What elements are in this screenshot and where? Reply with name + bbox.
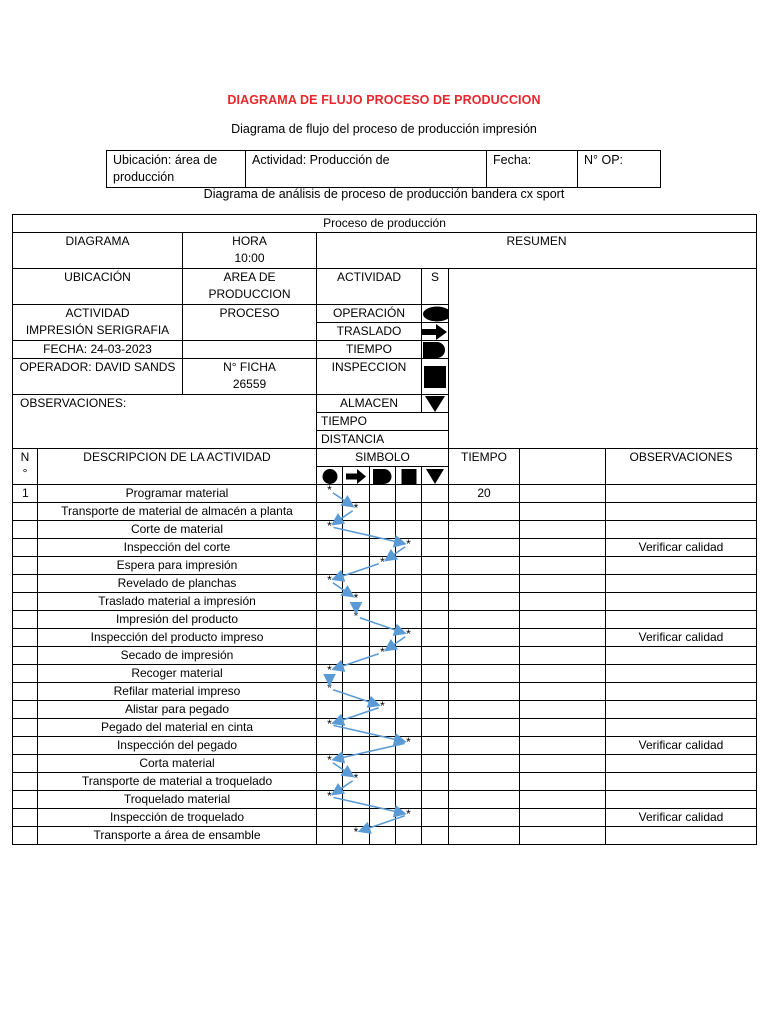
- symbol-cell: [370, 575, 396, 593]
- flow-marker: *: [327, 484, 332, 497]
- col-descripcion-header: DESCRIPCION DE LA ACTIVIDAD: [38, 449, 317, 485]
- table-row: [13, 719, 757, 737]
- symbol-cell: [396, 809, 422, 827]
- symbol-cell: [422, 539, 449, 557]
- row-observaciones: [606, 827, 757, 845]
- row-extra: [520, 629, 606, 647]
- table-row: [13, 539, 757, 557]
- flow-marker: *: [406, 808, 411, 821]
- symbol-cell: [422, 827, 449, 845]
- table-row: [13, 683, 757, 701]
- row-observaciones: [606, 719, 757, 737]
- row-description: Inspección del producto impreso: [38, 629, 317, 647]
- row-extra: [520, 575, 606, 593]
- row-observaciones: Verificar calidad: [606, 809, 757, 827]
- symbol-cell: [396, 701, 422, 719]
- row-tiempo: [449, 593, 520, 611]
- row-description: Transporte de material a troquelado: [38, 773, 317, 791]
- fecha-label: FECHA: 24-03-2023: [13, 341, 183, 359]
- flow-marker: *: [406, 736, 411, 749]
- symbol-cell: [317, 521, 343, 539]
- row-observaciones: [606, 683, 757, 701]
- symbol-cell: [422, 629, 449, 647]
- row-number: [13, 827, 38, 845]
- symbol-cell: [422, 755, 449, 773]
- ficha-cell: N° FICHA 26559: [183, 359, 317, 395]
- actividad-label: ACTIVIDAD: [317, 269, 422, 305]
- row-number: [13, 629, 38, 647]
- flow-marker: *: [353, 502, 359, 515]
- col-observaciones-header: OBSERVACIONES: [606, 449, 757, 485]
- symbol-cell: [343, 611, 370, 629]
- info-table: [106, 150, 661, 188]
- table-row: [13, 737, 757, 755]
- row-description: Inspección del pegado: [38, 737, 317, 755]
- symbol-cell: [317, 575, 343, 593]
- row-observaciones: [606, 485, 757, 503]
- symbol-cell: [343, 665, 370, 683]
- flow-marker: *: [327, 790, 332, 803]
- arrow-right-icon: [422, 324, 448, 340]
- square-icon: [422, 364, 448, 390]
- row-number: [13, 593, 38, 611]
- row-number: [13, 575, 38, 593]
- inspeccion-label: INSPECCION: [317, 359, 422, 395]
- page-title: DIAGRAMA DE FLUJO PROCESO DE PRODUCCION: [227, 93, 541, 107]
- op-cell: N° OP:: [578, 151, 661, 188]
- resumen-area: [449, 269, 757, 413]
- row-observaciones: [606, 791, 757, 809]
- tiempo-symbol: [422, 341, 449, 359]
- symbol-cell: [422, 737, 449, 755]
- row-description: Corte de material: [38, 521, 317, 539]
- symbol-cell: [370, 827, 396, 845]
- row-tiempo: 20: [449, 485, 520, 503]
- row-number: [13, 773, 38, 791]
- row-description: Programar material: [38, 485, 317, 503]
- tiempo2-label: TIEMPO: [317, 413, 449, 431]
- d-shape-icon: [422, 342, 448, 358]
- row-tiempo: [449, 503, 520, 521]
- symbol-cell: [396, 773, 422, 791]
- flow-marker: *: [380, 646, 385, 659]
- symbol-cell: [343, 719, 370, 737]
- symbol-cell: [317, 755, 343, 773]
- row-number: [13, 701, 38, 719]
- row-number: [13, 755, 38, 773]
- symbol-cell: [396, 647, 422, 665]
- row-tiempo: [449, 611, 520, 629]
- row-observaciones: [606, 557, 757, 575]
- table-row: [13, 827, 757, 845]
- row-observaciones: [606, 647, 757, 665]
- row-number: [13, 521, 38, 539]
- row-tiempo: [449, 773, 520, 791]
- page-subtitle: Diagrama de flujo del proceso de producción impresión: [231, 122, 537, 136]
- symbol-cell: [370, 521, 396, 539]
- symbol-cell: [370, 611, 396, 629]
- symbol-cell: [343, 701, 370, 719]
- row-observaciones: [606, 701, 757, 719]
- section-title: Proceso de producción: [13, 215, 757, 233]
- table-row: [13, 503, 757, 521]
- symbol-cell: [317, 719, 343, 737]
- row-number: [13, 665, 38, 683]
- symbol-cell: [343, 557, 370, 575]
- row-extra: [520, 827, 606, 845]
- symbol-cell: [343, 629, 370, 647]
- row-description: Traslado material a impresión: [38, 593, 317, 611]
- flow-marker: *: [327, 718, 332, 731]
- flow-marker: *: [327, 574, 332, 587]
- analysis-title: Diagrama de análisis de proceso de producción bandera cx sport: [203, 187, 565, 201]
- flow-marker: *: [327, 520, 332, 533]
- row-tiempo: [449, 665, 520, 683]
- distancia-label: DISTANCIA: [317, 431, 449, 449]
- row-tiempo: [449, 701, 520, 719]
- symbol-cell: [343, 593, 370, 611]
- traslado-symbol: [422, 323, 449, 341]
- symbol-cell: [343, 575, 370, 593]
- row-number: [13, 719, 38, 737]
- symbol-cell: [370, 809, 396, 827]
- row-tiempo: [449, 809, 520, 827]
- table-row: [13, 485, 757, 503]
- symbol-cell: [370, 701, 396, 719]
- almacen-label: ALMACEN: [317, 395, 422, 413]
- symbol-cell: [422, 575, 449, 593]
- symbol-cell: [396, 575, 422, 593]
- row-extra: [520, 557, 606, 575]
- symbol-cell: [343, 503, 370, 521]
- symbol-cell: [396, 719, 422, 737]
- actividad-value-cell: ACTIVIDAD IMPRESIÓN SERIGRAFIA: [13, 305, 183, 341]
- operacion-label: OPERACIÓN: [317, 305, 422, 323]
- table-row: [13, 665, 757, 683]
- row-description: Pegado del material en cinta: [38, 719, 317, 737]
- symbol-cell: [396, 521, 422, 539]
- flow-marker: *: [380, 700, 385, 713]
- symbol-cell: [317, 539, 343, 557]
- row-tiempo: [449, 719, 520, 737]
- symbol-cell: [396, 539, 422, 557]
- symbol-cell: [343, 737, 370, 755]
- symbol-cell: [396, 827, 422, 845]
- flow-marker: *: [406, 628, 411, 641]
- actividad-cell: Actividad: Producción de: [246, 151, 487, 188]
- row-tiempo: [449, 683, 520, 701]
- row-tiempo: [449, 539, 520, 557]
- symbol-cell: [343, 521, 370, 539]
- arrow-right-icon: [345, 468, 367, 484]
- d-shape-icon: [372, 468, 394, 484]
- row-tiempo: [449, 557, 520, 575]
- symbol-cell: [422, 683, 449, 701]
- symbol-cell: [370, 683, 396, 701]
- operador-label: OPERADOR: DAVID SANDS: [13, 359, 183, 395]
- row-observaciones: [606, 593, 757, 611]
- table-row: [13, 611, 757, 629]
- symbol-cell: [396, 683, 422, 701]
- row-description: Troquelado material: [38, 791, 317, 809]
- row-number: [13, 647, 38, 665]
- symbol-cell: [317, 701, 343, 719]
- ubicacion-cell: Ubicación: área de producción: [107, 151, 246, 188]
- row-extra: [520, 755, 606, 773]
- row-tiempo: [449, 575, 520, 593]
- symbol-cell: [370, 647, 396, 665]
- symbol-cell: [370, 719, 396, 737]
- row-number: [13, 683, 38, 701]
- row-observaciones: [606, 755, 757, 773]
- symbol-cell: [422, 701, 449, 719]
- row-extra: [520, 485, 606, 503]
- row-extra: [520, 539, 606, 557]
- symbol-col-inspection: [396, 467, 422, 485]
- row-tiempo: [449, 791, 520, 809]
- symbol-cell: [343, 773, 370, 791]
- symbol-cell: [422, 791, 449, 809]
- symbol-cell: [422, 773, 449, 791]
- row-description: Espera para impresión: [38, 557, 317, 575]
- symbol-cell: [370, 773, 396, 791]
- row-number: [13, 557, 38, 575]
- ellipse-icon: [422, 306, 449, 322]
- flow-marker: *: [380, 556, 385, 569]
- symbol-cell: [370, 593, 396, 611]
- row-extra: [520, 701, 606, 719]
- symbol-cell: [422, 611, 449, 629]
- symbol-cell: [317, 485, 343, 503]
- row-number: [13, 791, 38, 809]
- flow-marker: *: [353, 610, 359, 623]
- symbol-cell: [370, 755, 396, 773]
- row-extra: [520, 683, 606, 701]
- inspeccion-symbol: [422, 359, 449, 395]
- area-cell: AREA DE PRODUCCION: [183, 269, 317, 305]
- row-description: Corta material: [38, 755, 317, 773]
- row-tiempo: [449, 521, 520, 539]
- row-extra: [520, 503, 606, 521]
- symbol-cell: [422, 665, 449, 683]
- symbol-cell: [370, 737, 396, 755]
- symbol-cell: [343, 755, 370, 773]
- fecha-cell: Fecha:: [487, 151, 578, 188]
- table-row: [13, 809, 757, 827]
- row-extra: [520, 809, 606, 827]
- col-simbolo-header: SIMBOLO: [317, 449, 449, 467]
- symbol-cell: [422, 647, 449, 665]
- row-extra: [520, 611, 606, 629]
- row-extra: [520, 647, 606, 665]
- symbol-cell: [422, 521, 449, 539]
- row-description: Revelado de planchas: [38, 575, 317, 593]
- table-row: [13, 575, 757, 593]
- observaciones-label: OBSERVACIONES:: [13, 395, 317, 449]
- symbol-cell: [422, 557, 449, 575]
- row-observaciones: [606, 665, 757, 683]
- symbol-cell: [343, 809, 370, 827]
- symbol-col-operation: [317, 467, 343, 485]
- symbol-col-storage: [422, 467, 449, 485]
- row-observaciones: [606, 773, 757, 791]
- symbol-cell: [317, 593, 343, 611]
- row-description: Inspección de troquelado: [38, 809, 317, 827]
- diagrama-label: DIAGRAMA: [13, 233, 183, 269]
- row-description: Transporte a área de ensamble: [38, 827, 317, 845]
- flow-marker: *: [327, 682, 332, 695]
- row-observaciones: Verificar calidad: [606, 539, 757, 557]
- flow-marker: *: [327, 664, 332, 677]
- symbol-cell: [317, 683, 343, 701]
- hora-cell: HORA 10:00: [183, 233, 317, 269]
- symbol-cell: [396, 593, 422, 611]
- ubicacion-label: UBICACIÓN: [13, 269, 183, 305]
- symbol-cell: [317, 809, 343, 827]
- almacen-symbol: [422, 395, 449, 413]
- row-number: 1: [13, 485, 38, 503]
- symbol-cell: [396, 557, 422, 575]
- symbol-cell: [370, 629, 396, 647]
- proceso-label: PROCESO: [183, 305, 317, 341]
- s-label: S: [422, 269, 449, 305]
- row-observaciones: [606, 611, 757, 629]
- flow-marker: *: [406, 538, 411, 551]
- symbol-cell: [317, 647, 343, 665]
- table-row: [13, 791, 757, 809]
- symbol-cell: [396, 611, 422, 629]
- row-description: Inspección del corte: [38, 539, 317, 557]
- process-table: [12, 214, 757, 845]
- square-icon: [400, 468, 418, 484]
- row-observaciones: Verificar calidad: [606, 737, 757, 755]
- symbol-cell: [370, 503, 396, 521]
- symbol-cell: [343, 485, 370, 503]
- row-extra: [520, 593, 606, 611]
- symbol-cell: [343, 647, 370, 665]
- symbol-col-delay: [370, 467, 396, 485]
- symbol-cell: [370, 485, 396, 503]
- table-row: [13, 521, 757, 539]
- row-description: Recoger material: [38, 665, 317, 683]
- symbol-cell: [317, 629, 343, 647]
- row-number: [13, 611, 38, 629]
- symbol-cell: [317, 737, 343, 755]
- table-row: [13, 593, 757, 611]
- symbol-cell: [317, 665, 343, 683]
- row-extra: [520, 737, 606, 755]
- row-description: Secado de impresión: [38, 647, 317, 665]
- triangle-down-icon: [422, 396, 448, 412]
- table-row: [13, 647, 757, 665]
- tiempo-label: TIEMPO: [317, 341, 422, 359]
- row-tiempo: [449, 629, 520, 647]
- symbol-cell: [370, 791, 396, 809]
- symbol-cell: [396, 503, 422, 521]
- symbol-cell: [343, 539, 370, 557]
- row-description: Impresión del producto: [38, 611, 317, 629]
- symbol-col-transport: [343, 467, 370, 485]
- row-observaciones: [606, 575, 757, 593]
- symbol-cell: [317, 503, 343, 521]
- row-tiempo: [449, 755, 520, 773]
- row-number: [13, 503, 38, 521]
- row-description: Transporte de material de almacén a planta: [38, 503, 317, 521]
- row-description: Refilar material impreso: [38, 683, 317, 701]
- triangle-down-icon: [425, 468, 445, 484]
- circle-icon: [321, 468, 339, 484]
- table-row: [13, 557, 757, 575]
- table-row: [13, 773, 757, 791]
- symbol-cell: [396, 755, 422, 773]
- symbol-cell: [396, 791, 422, 809]
- flow-marker: *: [353, 826, 359, 839]
- table-row: [13, 629, 757, 647]
- symbol-cell: [370, 665, 396, 683]
- row-number: [13, 809, 38, 827]
- symbol-cell: [396, 665, 422, 683]
- symbol-cell: [343, 827, 370, 845]
- symbol-cell: [370, 539, 396, 557]
- row-observaciones: Verificar calidad: [606, 629, 757, 647]
- row-number: [13, 539, 38, 557]
- symbol-cell: [317, 791, 343, 809]
- flow-marker: *: [353, 592, 359, 605]
- row-tiempo: [449, 737, 520, 755]
- symbol-cell: [422, 809, 449, 827]
- row-extra: [520, 719, 606, 737]
- symbol-cell: [422, 485, 449, 503]
- symbol-cell: [343, 791, 370, 809]
- row-extra: [520, 791, 606, 809]
- row-extra: [520, 773, 606, 791]
- symbol-cell: [317, 611, 343, 629]
- symbol-cell: [422, 593, 449, 611]
- row-number: [13, 737, 38, 755]
- symbol-cell: [317, 557, 343, 575]
- symbol-cell: [343, 683, 370, 701]
- symbol-cell: [370, 557, 396, 575]
- row-extra: [520, 665, 606, 683]
- row-observaciones: [606, 503, 757, 521]
- symbol-cell: [317, 773, 343, 791]
- symbol-cell: [396, 737, 422, 755]
- flow-marker: *: [353, 772, 359, 785]
- table-row: [13, 701, 757, 719]
- row-description: Alistar para pegado: [38, 701, 317, 719]
- row-observaciones: [606, 521, 757, 539]
- symbol-cell: [422, 503, 449, 521]
- flow-marker: *: [327, 754, 332, 767]
- symbol-cell: [396, 629, 422, 647]
- col-tiempo-header: TIEMPO: [449, 449, 520, 485]
- table-row: [13, 755, 757, 773]
- col-n-header: N °: [13, 449, 38, 485]
- resumen-label: RESUMEN: [317, 233, 757, 269]
- row-tiempo: [449, 827, 520, 845]
- symbol-cell: [422, 719, 449, 737]
- row-tiempo: [449, 647, 520, 665]
- operacion-symbol: [422, 305, 449, 323]
- symbol-cell: [317, 827, 343, 845]
- row-extra: [520, 521, 606, 539]
- traslado-label: TRASLADO: [317, 323, 422, 341]
- symbol-cell: [396, 485, 422, 503]
